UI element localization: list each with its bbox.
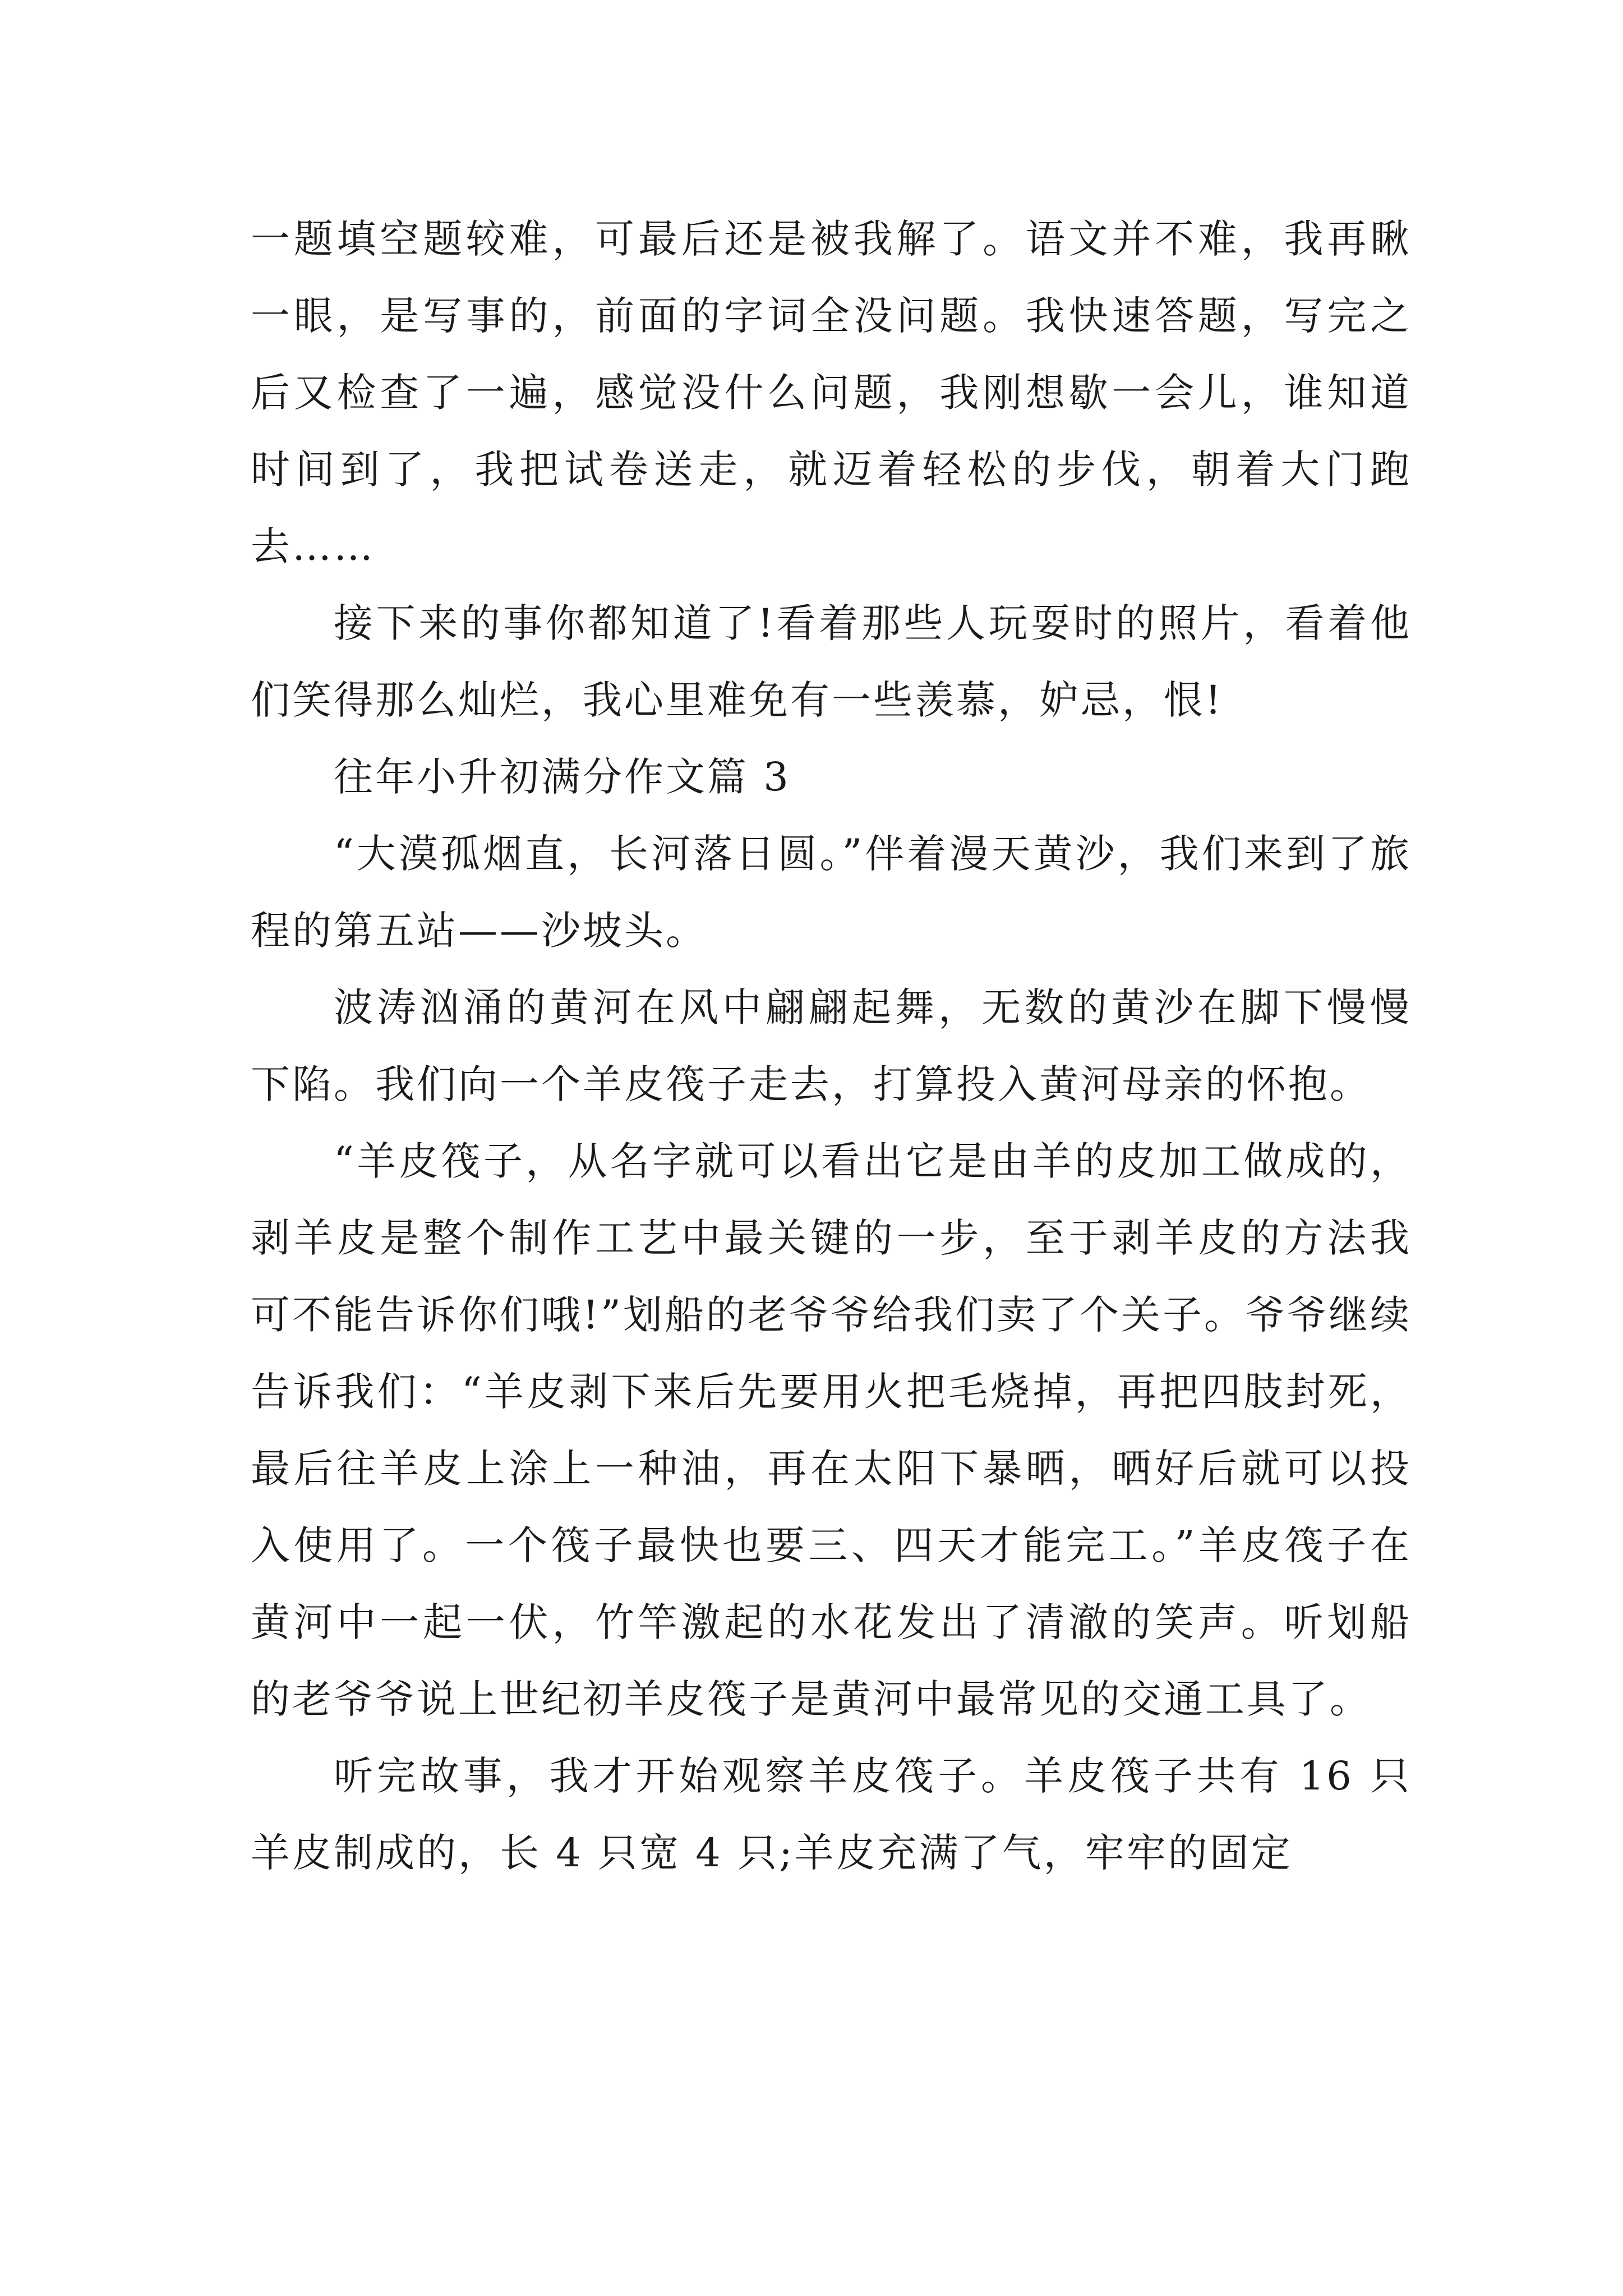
paragraph-3: “大漠孤烟直，长河落日圆。”伴着漫天黄沙，我们来到了旅程的第五站——沙坡头。 <box>251 831 1412 954</box>
section-heading: 往年小升初满分作文篇 3 <box>334 754 791 800</box>
article-text <box>251 201 1412 1892</box>
paragraph-5: “羊皮筏子，从名字就可以看出它是由羊的皮加工做成的，剥羊皮是整个制作工艺中最关键的一步，至于剥羊皮的方法我可不能告诉你们哦!”划船的老爷爷给我们卖了个关子。爷爷继续告诉我们：“羊皮剥下来后先要用火把毛烧掉，再把四肢封死，最后往羊皮上涂上一种油，再在太阳下暴晒，晒好后就可以投入使用了。一个筏子最快也要三、四天才能完工。”羊皮筏子在黄河中一起一伏，竹竿激起的水花发出了清澈的笑声。听划船的老爷爷说上世纪初羊皮筏子是黄河中最常见的交通工具了。 <box>251 1138 1412 1722</box>
paragraph-2: 接下来的事你都知道了!看着那些人玩耍时的照片，看着他们笑得那么灿烂，我心里难免有一些羡慕，妒忌，恨! <box>251 600 1412 723</box>
paragraph-1: 一题填空题较难，可最后还是被我解了。语文并不难，我再瞅一眼，是写事的，前面的字词全没问题。我快速答题，写完之后又检查了一遍，感觉没什么问题，我刚想歇一会儿，谁知道时间到了，我把试卷送走，就迈着轻松的步伐，朝着大门跑去…… <box>251 216 1412 569</box>
paragraph-4: 波涛汹涌的黄河在风中翩翩起舞，无数的黄沙在脚下慢慢下陷。我们向一个羊皮筏子走去，打算投入黄河母亲的怀抱。 <box>251 984 1412 1107</box>
paragraph-6: 听完故事，我才开始观察羊皮筏子。羊皮筏子共有 16 只羊皮制成的，长 4 只宽 4 只;羊皮充满了气，牢牢的固定 <box>251 1753 1412 1876</box>
